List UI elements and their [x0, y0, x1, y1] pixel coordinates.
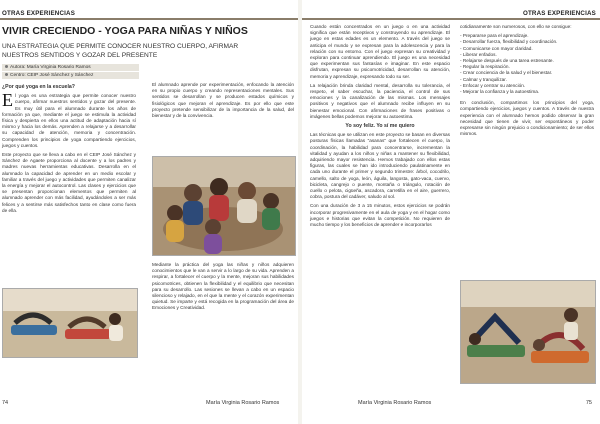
list-item: - Prepararse para el aprendizaje.	[460, 33, 529, 39]
bullet-icon	[5, 73, 8, 76]
paragraph: El yoga es una estrategia que permite conocer nuestro cuerpo, afirmar nuestros sentidos y gozar del presente. Es muy útil para el alumnado durante los años de formación ya que, mediante el juego se estimula la actividad física y despierta en ellos una actitud de adaptación hacia sí mismo y hacia los demás. Aprenden a relajarse y a desarrollar su capacidad de atención, memoria y concentración. Comprenden los principios de yoga compartiendo ejercicios, juegos y cuentos.	[2, 90, 136, 148]
paragraph: Cuando están concentrados en un juego o en una actividad significa que están receptivos y construyendo su aprendizaje. El juego en estas edades es un elemento. A través del juego se anticipa el mundo y se expresan para la adolescencia y para la relación con su entorno. Con el juego expresan su creatividad y exploran para continuar aprendiendo. El juego es una necesidad que experimentan sus fantasías e imaginar. En este espacio disfrutan, expresan su psicomotricidad, desarrollan su atención, memoria y aprendizaje, expresando todo su ser.	[310, 24, 450, 79]
photo-image	[3, 289, 137, 357]
photo-yoga-mats-left	[2, 288, 138, 358]
right-column-1	[310, 24, 450, 231]
center-line	[2, 72, 139, 79]
list-item: - Desarrollar fuerza, flexibilidad y coordinación.	[460, 39, 558, 45]
drop-cap: E	[2, 90, 13, 111]
left-column-2-lower	[152, 262, 294, 315]
list-item: - Relajarse después de una tarea estresante.	[460, 58, 554, 64]
paragraph: Este proyecto que se lleva a cabo en el CEIP José Sánchez y Sánchez de Agaete proporciona al docente y a los padres y madres nuevas herramientas educativas. Desarrolla en el alumnado la capacidad de aprender en un medio escolar y familiar a través del juego y actividades que permiten canalizar la energía y mejorar el autocontrol. Las clases y ejercicios que se presentan proporcionan elementos que permiten al alumnado aprender con más facilidad, ayudándoles a ser más felices y a sentirse más satisfechos tanto en clase como fuera de ella.	[2, 152, 136, 213]
bullet-icon	[5, 65, 8, 68]
list-item: - Regular la respiración.	[460, 64, 510, 70]
left-column-2	[152, 82, 294, 122]
photo-image	[153, 157, 295, 255]
list-item: - Enfocar y centrar su atención.	[460, 82, 526, 88]
paragraph: En conclusión, compartimos los principios del yoga, compartiendo ejercicios, juegos y cuentos. A través de nuestra experiencia con el alumnado hemos podido observar la gran necesidad que tienen de vivir, ser espontáneos y poder expresarse sin ningún prejuicio o condicionamiento; de ser ellos mismos.	[460, 100, 594, 137]
photo-image	[461, 281, 595, 383]
left-page	[0, 0, 298, 424]
right-page	[302, 0, 600, 424]
footer-author: María Virginia Rosario Ramos	[206, 400, 280, 406]
section-label: OTRAS EXPERIENCIAS	[2, 10, 76, 17]
page-number: 75	[585, 400, 592, 406]
photo-children-circle	[152, 156, 296, 256]
footer-author: María Virginia Rosario Ramos	[358, 400, 432, 406]
article-title: VIVIR CRECIENDO - YOGA PARA NIÑAS Y NIÑOS	[2, 25, 248, 37]
paragraph: Las técnicas que se utilizan en este proyecto se basan en diversas posturas físicas llamadas “asanas” que fortalecen el cuerpo, la coordinación, la habilidad para concentrarse, incrementan la vitalidad y ayudan a los niños y niñas a mantener su flexibilidad, adquiriendo mayor resistencia. Hemos trabajado con ellos estas figuras, las cuales se han ido introduciendo paulatinamente en cada uno durante el primer y segundo trimestre: árbol, cocodrilo, camello, salto de yoga, león, águila, langosta, gato-vaca, cuervo, bicicleta, cangrejo o puente, montaña o triángulo, rotación de cuello o pelota, cigüeña, ascadora, carretilla en el aire, guerrero, cobra, postura del cadáver, saludo al sol.	[310, 132, 450, 200]
center-text: Centro: CEIP José Sánchez y Sánchez	[10, 73, 94, 78]
photo-yoga-stretch-right	[460, 280, 596, 384]
header-rule	[302, 18, 600, 20]
list-item: - Calmar y tranquilizar.	[460, 76, 507, 82]
benefits-list	[460, 33, 594, 95]
article-subtitle: UNA ESTRATEGIA QUE PERMITE CONOCER NUESTRO CUERPO, AFIRMAR NUESTROS SENTIDOS Y GOZAR DEL PRESENTE	[2, 43, 239, 59]
page-number: 74	[2, 400, 9, 406]
paragraph: La relajación brinda claridad mental, desarrolla su tolerancia, el respeto, el saber escuchar, la paciencia, el control de sus emociones y la canalización de las mismas. Los mensajes positivos y negativos que el alumnado recibe influyen en su bienestar emocional. Con afirmaciones de frases positivas o imágenes bellas podemos mejorar su autoestima.	[310, 82, 450, 119]
header-rule	[0, 18, 298, 20]
paragraph: Mediante la práctica del yoga las niñas y niños adquieren conocimientos que le van a servir a lo largo de su vida. Aprenden a respirar, a fortalecer el cuerpo y la mente, mejoran sus habilidades psicomotrices, obtienen la flexibilidad y el equilibrio que necesitan para su desarrollo. Las sesiones se llevan a cabo en un espacio silencioso y relajado, en el que la mente y el corazón experimentan quietud. Se imparte y está recogida en la programación del área de Emociones y Creatividad.	[152, 262, 294, 311]
section-heading: ¿Por qué yoga en la escuela?	[2, 84, 75, 90]
author-text: Autora: María Virginia Rosario Ramos	[10, 65, 91, 70]
section-heading: Yo soy feliz. Yo sí me quiero	[345, 123, 415, 130]
list-item: - Liberar enfados.	[460, 51, 497, 57]
section-label: OTRAS EXPERIENCIAS	[522, 10, 596, 17]
list-item: - Comunicarse con mayor claridad.	[460, 45, 533, 51]
list-item: - Mejorar la confianza y la autoestima.	[460, 89, 540, 95]
paragraph: cotidianamente son numerosos, con ello se consigue:	[460, 24, 572, 29]
list-item: - Crear conciencia de la salud y el bienestar.	[460, 70, 553, 76]
paragraph: El alumnado aprende por experimentación, enfocando la atención en su propio cuerpo y creando representaciones mentales. Sus sentidos se desarrollan y se producen estados químicos y fisiológicos que mejoran el aprendizaje. Es por ello que este proyecto pretende sensibilizar de la importancia de la salud, del bienestar y de la convivencia.	[152, 82, 294, 119]
author-line	[2, 64, 139, 71]
left-column-1	[2, 82, 136, 217]
paragraph: Con una duración de 3 a 15 minutos, estos ejercicios se podrán incorporar progresivamente en el aula de yoga y en el hogar como juegos e historias que evitan la competición. No requieren de mucho tiempo y los beneficios de aprender e incorporarlos	[310, 203, 450, 228]
right-column-2	[460, 24, 594, 140]
